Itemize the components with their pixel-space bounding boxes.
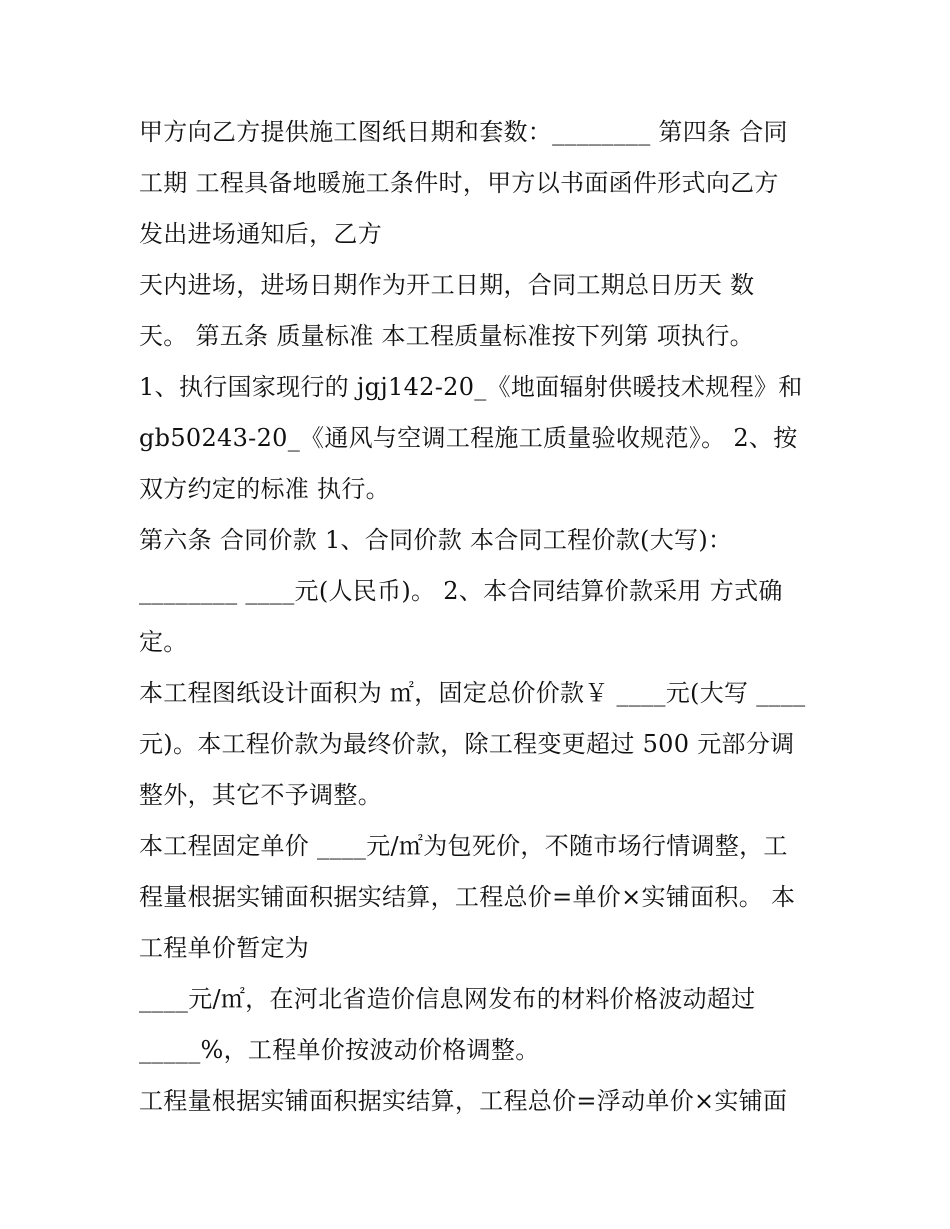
- text-line: 工程单价暂定为: [139, 934, 310, 962]
- text-line: 工期 工程具备地暖施工条件时，甲方以书面函件形式向乙方: [139, 169, 779, 197]
- text-line: _____%，工程单价按波动价格调整。: [139, 1036, 540, 1064]
- text-line: ____元/㎡，在河北省造价信息网发布的材料价格波动超过: [139, 985, 756, 1013]
- text-line: 本工程固定单价 ____元/㎡为包死价，不随市场行情调整，工: [139, 832, 788, 860]
- text-line: gb50243-20_《通风与空调工程施工质量验收规范》。 2、按: [139, 424, 798, 452]
- text-line: ________ ____元(人民币)。 2、本合同结算价款采用 方式确: [139, 577, 783, 605]
- text-line: 双方约定的标准 执行。: [139, 475, 390, 503]
- text-line: 第六条 合同价款 1、合同价款 本合同工程价款(大写)：: [139, 526, 733, 554]
- contract-text: [139, 107, 819, 1127]
- text-line: 天内进场，进场日期作为开工日期，合同工期总日历天 数: [139, 271, 755, 299]
- text-line: 本工程图纸设计面积为 ㎡，固定总价价款￥ ____元(大写 ____: [139, 679, 806, 707]
- text-line: 元)。本工程价款为最终价款，除工程变更超过 500 元部分调: [139, 730, 795, 758]
- text-line: 甲方向乙方提供施工图纸日期和套数：________ 第四条 合同: [139, 118, 788, 146]
- text-line: 整外，其它不予调整。: [139, 781, 382, 809]
- text-line: 工程量根据实铺面积据实结算，工程总价=浮动单价×实铺面: [139, 1087, 788, 1115]
- text-line: 1、执行国家现行的 jgj142-20_《地面辐射供暖技术规程》和: [139, 373, 803, 401]
- text-line: 定。: [139, 628, 188, 656]
- text-line: 发出进场通知后，乙方: [139, 220, 382, 248]
- text-line: 程量根据实铺面积据实结算，工程总价=单价×实铺面积。 本: [139, 883, 796, 911]
- text-line: 天。 第五条 质量标准 本工程质量标准按下列第 项执行。: [139, 322, 754, 350]
